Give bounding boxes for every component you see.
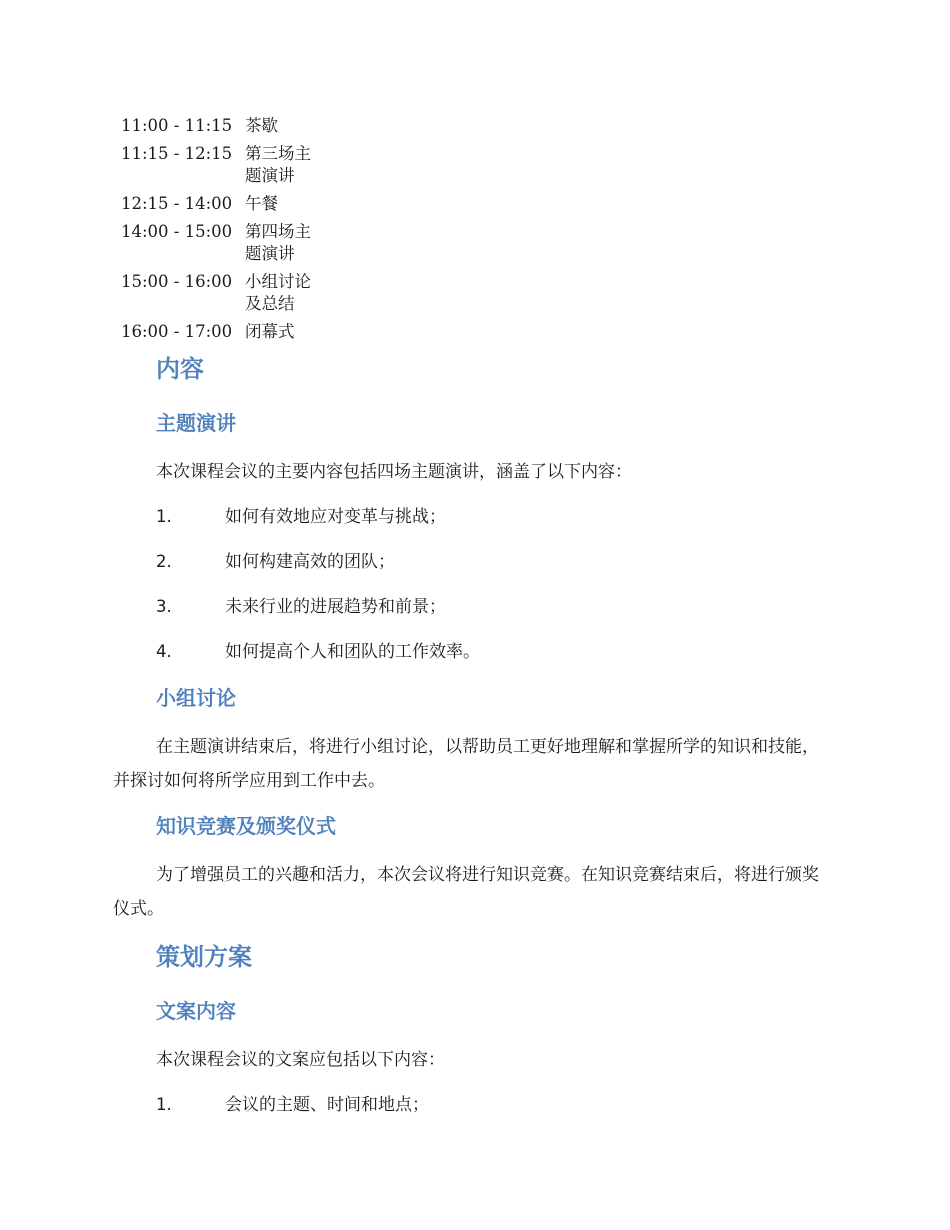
list-item-text: 如何构建高效的团队；: [225, 552, 395, 572]
copy-intro-paragraph: 本次课程会议的文案应包括以下内容：: [156, 1050, 445, 1070]
table-row: [121, 190, 321, 218]
discussion-paragraph: 在主题演讲结束后，将进行小组讨论，以帮助员工更好地理解和掌握所学的知识和技能，并探讨如何将所学应用到工作中去。: [113, 737, 819, 791]
subsection-heading-contest: 知识竞赛及颁奖仪式: [156, 814, 336, 838]
list-item-number: 3.: [156, 597, 172, 616]
list-item-number: 2.: [156, 552, 172, 571]
list-item-number: 1.: [156, 1095, 172, 1114]
schedule-time: 12:15 - 14:00: [121, 194, 233, 213]
list-item-text: 如何提高个人和团队的工作效率。: [225, 642, 480, 662]
subsection-heading-copy: 文案内容: [156, 999, 236, 1023]
table-row: [121, 140, 321, 190]
subsection-heading-keynote: 主题演讲: [156, 411, 236, 435]
subsection-heading-discussion: 小组讨论: [156, 686, 236, 710]
list-item-text: 会议的主题、时间和地点；: [225, 1095, 429, 1115]
list-item-number: 1.: [156, 507, 172, 526]
table-row: [121, 112, 321, 140]
contest-paragraph: 为了增强员工的兴趣和活力，本次会议将进行知识竞赛。在知识竞赛结束后，将进行颁奖仪式。: [113, 865, 819, 919]
list-item-number: 4.: [156, 642, 172, 661]
section-heading-planning: 策划方案: [156, 943, 252, 971]
schedule-event: 午餐: [245, 194, 278, 213]
table-row: [121, 218, 321, 268]
schedule-event: 闭幕式: [245, 322, 295, 341]
schedule-event: 第四场主题演讲: [245, 222, 311, 263]
schedule-table: [121, 112, 321, 346]
schedule-time: 16:00 - 17:00: [121, 322, 233, 341]
keynote-intro-paragraph: 本次课程会议的主要内容包括四场主题演讲，涵盖了以下内容：: [156, 462, 632, 482]
schedule-event: 茶歇: [245, 116, 278, 135]
schedule-time: 11:15 - 12:15: [121, 144, 233, 163]
list-item-text: 如何有效地应对变革与挑战；: [225, 507, 446, 527]
schedule-event: 小组讨论及总结: [245, 272, 311, 313]
list-item-text: 未来行业的进展趋势和前景；: [225, 597, 446, 617]
schedule-time: 15:00 - 16:00: [121, 272, 233, 291]
schedule-time: 14:00 - 15:00: [121, 222, 233, 241]
schedule-time: 11:00 - 11:15: [121, 116, 233, 135]
schedule-event: 第三场主题演讲: [245, 144, 311, 185]
table-row: [121, 268, 321, 318]
table-row: [121, 318, 321, 346]
section-heading-content: 内容: [156, 355, 204, 383]
